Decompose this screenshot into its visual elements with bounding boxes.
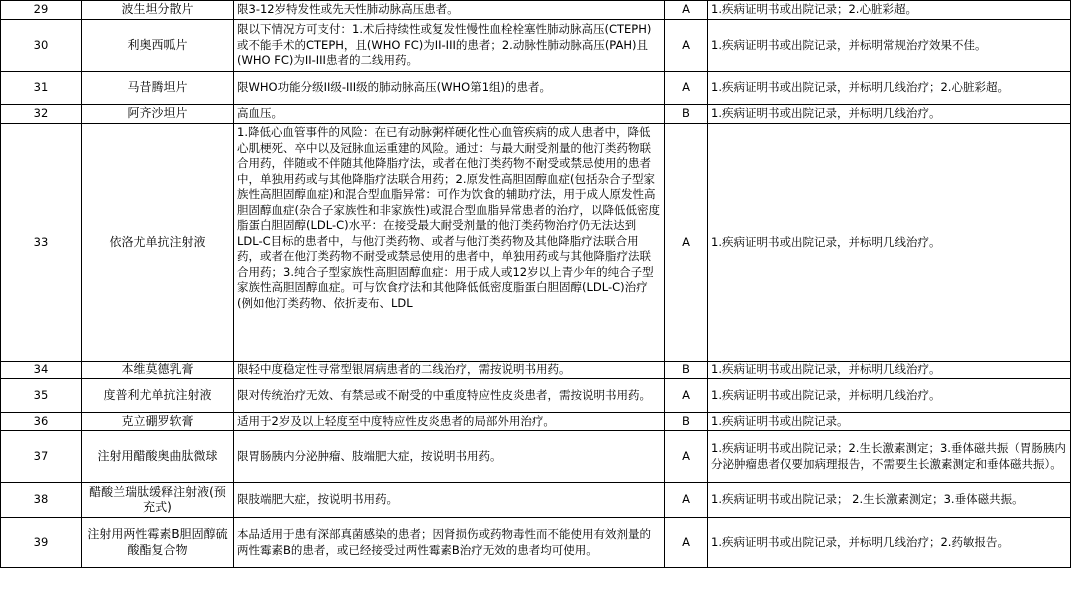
- category-code: A: [665, 379, 708, 413]
- drug-name: 利奥西呱片: [82, 20, 234, 72]
- required-documents: 1.疾病证明书或出院记录。: [708, 413, 1071, 431]
- category-code: A: [665, 72, 708, 105]
- drug-name: 度普利尤单抗注射液: [82, 379, 234, 413]
- table-row: [1, 431, 1071, 483]
- table-row: [1, 379, 1071, 413]
- indication-text: 本品适用于患有深部真菌感染的患者；因肾损伤或药物毒性而不能使用有效剂量的两性霉素B的患者，或已经接受过两性霉素B治疗无效的患者均可使用。: [234, 518, 665, 568]
- row-number: 39: [1, 518, 82, 568]
- required-documents: 1.疾病证明书或出院记录； 2.生长激素测定；3.垂体磁共振。: [708, 483, 1071, 518]
- category-code: B: [665, 105, 708, 124]
- indication-clip: 1.降低心血管事件的风险：在已有动脉粥样硬化性心血管疾病的成人患者中，降低心肌梗死、卒中以及冠脉血运重建的风险。通过：与最大耐受剂量的他汀类药物联合用药，伴随或不伴随其他降脂疗法，或者在他汀类药物不耐受或禁忌使用的患者中，单独用药或与其他降脂疗法联合用药；2.原发性高胆固醇血症(包括杂合子型家族性高胆固醇血症)和混合型血脂异常：可作为饮食的辅助疗法，用于成人原发性高胆固醇血症(杂合子家族性和非家族性)或混合型血脂异常患者的治疗，以降低低密度脂蛋白胆固醇(LDL-C)水平：在接受最大耐受剂量的他汀类药物治疗仍无法达到LDL-C目标的患者中，与他汀类药物、或者与他汀类药物及其他降脂疗法联合用药，或者在他汀类药物不耐受或禁忌使用的患者中，单独用药或与其他降脂疗法联合用药；3.纯合子型家族性高胆固醇血症：用于成人或12岁以上青少年的纯合子型家族性高胆固醇血症。可与饮食疗法和其他降低低密度脂蛋白胆固醇(LDL-C)治疗(例如他汀类药物、依折麦布、LDL: [237, 125, 660, 310]
- row-number: 29: [1, 1, 82, 20]
- drug-name: 本维莫德乳膏: [82, 362, 234, 379]
- drug-name: 注射用醋酸奥曲肽微球: [82, 431, 234, 483]
- indication-text: 高血压。: [234, 105, 665, 124]
- drug-name: 依洛尤单抗注射液: [82, 124, 234, 362]
- category-code: A: [665, 483, 708, 518]
- category-code: A: [665, 1, 708, 20]
- drug-name: 注射用两性霉素B胆固醇硫酸酯复合物: [82, 518, 234, 568]
- drug-name: 克立硼罗软膏: [82, 413, 234, 431]
- required-documents: 1.疾病证明书或出院记录；2.心脏彩超。: [708, 1, 1071, 20]
- category-code: B: [665, 362, 708, 379]
- indication-text: 限WHO功能分级II级-III级的肺动脉高压(WHO第1组)的患者。: [234, 72, 665, 105]
- table-row: [1, 413, 1071, 431]
- required-documents: 1.疾病证明书或出院记录，并标明几线治疗；2.心脏彩超。: [708, 72, 1071, 105]
- table-row: [1, 124, 1071, 362]
- table-row: [1, 518, 1071, 568]
- table-row: [1, 72, 1071, 105]
- row-number: 36: [1, 413, 82, 431]
- table-row: [1, 362, 1071, 379]
- indication-text: 限胃肠胰内分泌肿瘤、肢端肥大症，按说明书用药。: [234, 431, 665, 483]
- required-documents: 1.疾病证明书或出院记录，并标明几线治疗；2.药敏报告。: [708, 518, 1071, 568]
- required-documents: 1.疾病证明书或出院记录，并标明几线治疗。: [708, 124, 1071, 362]
- table-row: [1, 1, 1071, 20]
- row-number: 33: [1, 124, 82, 362]
- indication-text: 适用于2岁及以上轻度至中度特应性皮炎患者的局部外用治疗。: [234, 413, 665, 431]
- required-documents: 1.疾病证明书或出院记录，并标明几线治疗。: [708, 105, 1071, 124]
- table-row: [1, 105, 1071, 124]
- drug-name: 醋酸兰瑞肽缓释注射液(预充式): [82, 483, 234, 518]
- row-number: 38: [1, 483, 82, 518]
- table-row: [1, 483, 1071, 518]
- drug-name: 阿齐沙坦片: [82, 105, 234, 124]
- required-documents: 1.疾病证明书或出院记录，并标明几线治疗。: [708, 379, 1071, 413]
- drug-name: 波生坦分散片: [82, 1, 234, 20]
- indication-text: 限以下情况方可支付：1.术后持续性或复发性慢性血栓栓塞性肺动脉高压(CTEPH)或不能手术的CTEPH，且(WHO FC)为II-III的患者；2.动脉性肺动脉高压(PAH)且(WHO FC)为II-III患者的二线用药。: [234, 20, 665, 72]
- indication-text: 限对传统治疗无效、有禁忌或不耐受的中重度特应性皮炎患者，需按说明书用药。: [234, 379, 665, 413]
- category-code: A: [665, 20, 708, 72]
- row-number: 34: [1, 362, 82, 379]
- indication-text: [234, 124, 665, 362]
- category-code: A: [665, 124, 708, 362]
- required-documents: 1.疾病证明书或出院记录，并标明常规治疗效果不佳。: [708, 20, 1071, 72]
- indication-text: 限肢端肥大症，按说明书用药。: [234, 483, 665, 518]
- row-number: 32: [1, 105, 82, 124]
- required-documents: 1.疾病证明书或出院记录，并标明几线治疗。: [708, 362, 1071, 379]
- indication-text: 限轻中度稳定性寻常型银屑病患者的二线治疗，需按说明书用药。: [234, 362, 665, 379]
- row-number: 37: [1, 431, 82, 483]
- category-code: A: [665, 518, 708, 568]
- drug-name: 马昔腾坦片: [82, 72, 234, 105]
- row-number: 30: [1, 20, 82, 72]
- category-code: A: [665, 431, 708, 483]
- category-code: B: [665, 413, 708, 431]
- row-number: 35: [1, 379, 82, 413]
- required-documents: 1.疾病证明书或出院记录；2.生长激素测定；3.垂体磁共振（胃肠胰内分泌肿瘤患者仅要加病理报告，不需要生长激素测定和垂体磁共振）。: [708, 431, 1071, 483]
- row-number: 31: [1, 72, 82, 105]
- indication-text: 限3-12岁特发性或先天性肺动脉高压患者。: [234, 1, 665, 20]
- table-row: [1, 20, 1071, 72]
